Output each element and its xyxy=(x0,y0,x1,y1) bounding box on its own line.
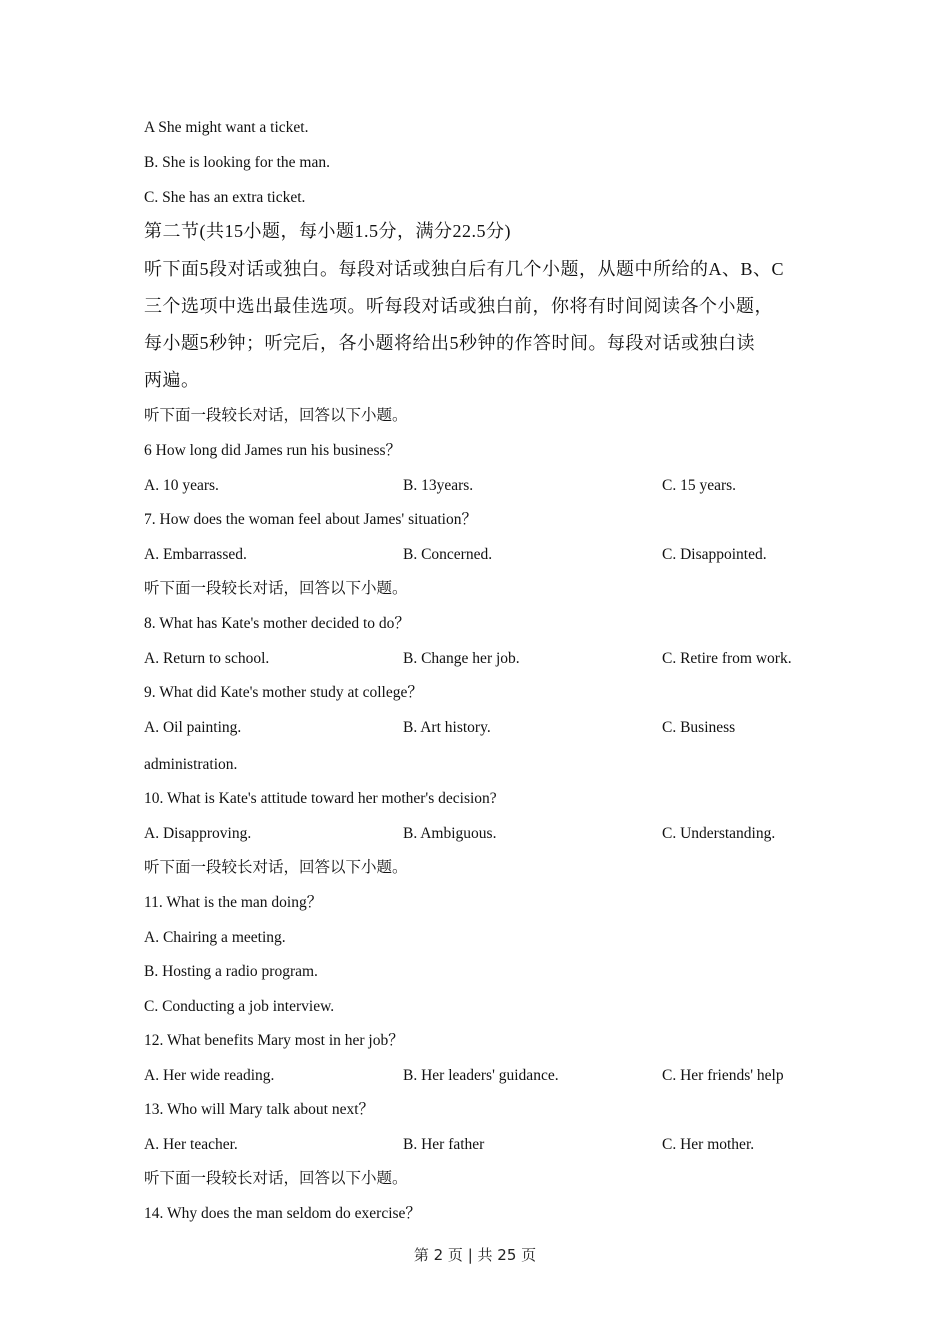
question-10-option-c: C. Understanding. xyxy=(662,825,776,842)
prev-option-c: C. She has an extra ticket. xyxy=(144,189,306,206)
passage-intro-1: 听下面一段较长对话，回答以下小题。 xyxy=(144,407,408,424)
passage-intro-2: 听下面一段较长对话，回答以下小题。 xyxy=(144,580,408,597)
question-8-option-b: B. Change her job. xyxy=(403,650,520,667)
prev-option-a: A She might want a ticket. xyxy=(144,119,309,136)
prev-option-b: B. She is looking for the man. xyxy=(144,154,330,171)
section-instructions-line-3: 每小题5秒钟；听完后，各小题将给出5秒钟的作答时间。每段对话或独白读 xyxy=(144,333,755,353)
question-6-option-c: C. 15 years. xyxy=(662,477,737,494)
question-9: 9. What did Kate's mother study at college？ xyxy=(144,684,423,701)
section-instructions-line-1: 听下面5段对话或独白。每段对话或独白后有几个小题，从题中所给的A、B、C xyxy=(144,259,785,279)
question-11: 11. What is the man doing？ xyxy=(144,894,323,911)
question-14: 14. Why does the man seldom do exercise？ xyxy=(144,1205,421,1222)
question-6: 6 How long did James run his business？ xyxy=(144,442,402,459)
question-8-option-c: C. Retire from work. xyxy=(662,650,792,667)
question-10: 10. What is Kate's attitude toward her mother's decision? xyxy=(144,790,497,807)
section-title: 第二节(共15小题，每小题1.5分，满分22.5分) xyxy=(144,221,511,241)
question-8-option-a: A. Return to school. xyxy=(144,650,270,667)
section-instructions-line-2: 三个选项中选出最佳选项。听每段对话或独白前，你将有时间阅读各个小题， xyxy=(144,296,773,316)
question-7: 7. How does the woman feel about James' situation？ xyxy=(144,511,477,528)
passage-intro-3: 听下面一段较长对话，回答以下小题。 xyxy=(144,859,408,876)
question-11-option-c: C. Conducting a job interview. xyxy=(144,998,335,1015)
page-footer: 第 2 页 | 共 25 页 xyxy=(413,1246,537,1264)
question-9-option-a: A. Oil painting. xyxy=(144,719,242,736)
question-13-option-c: C. Her mother. xyxy=(662,1136,755,1153)
question-12: 12. What benefits Mary most in her job？ xyxy=(144,1032,404,1049)
question-11-option-b: B. Hosting a radio program. xyxy=(144,963,318,980)
question-6-option-a: A. 10 years. xyxy=(144,477,219,494)
question-10-option-b: B. Ambiguous. xyxy=(403,825,497,842)
question-13: 13. Who will Mary talk about next？ xyxy=(144,1101,375,1118)
question-9-option-c-continued: administration. xyxy=(144,756,238,773)
question-6-option-b: B. 13years. xyxy=(403,477,474,494)
question-8: 8. What has Kate's mother decided to do？ xyxy=(144,615,410,632)
question-13-option-a: A. Her teacher. xyxy=(144,1136,238,1153)
question-7-option-b: B. Concerned. xyxy=(403,546,493,563)
question-10-option-a: A. Disapproving. xyxy=(144,825,252,842)
passage-intro-4: 听下面一段较长对话，回答以下小题。 xyxy=(144,1170,408,1187)
question-7-option-a: A. Embarrassed. xyxy=(144,546,247,563)
question-12-option-a: A. Her wide reading. xyxy=(144,1067,275,1084)
section-instructions-line-4: 两遍。 xyxy=(144,370,200,390)
question-7-option-c: C. Disappointed. xyxy=(662,546,767,563)
question-13-option-b: B. Her father xyxy=(403,1136,485,1153)
question-9-option-c: C. Business xyxy=(662,719,736,736)
question-11-option-a: A. Chairing a meeting. xyxy=(144,929,286,946)
question-9-option-b: B. Art history. xyxy=(403,719,491,736)
question-12-option-b: B. Her leaders' guidance. xyxy=(403,1067,559,1084)
question-12-option-c: C. Her friends' help xyxy=(662,1067,784,1084)
